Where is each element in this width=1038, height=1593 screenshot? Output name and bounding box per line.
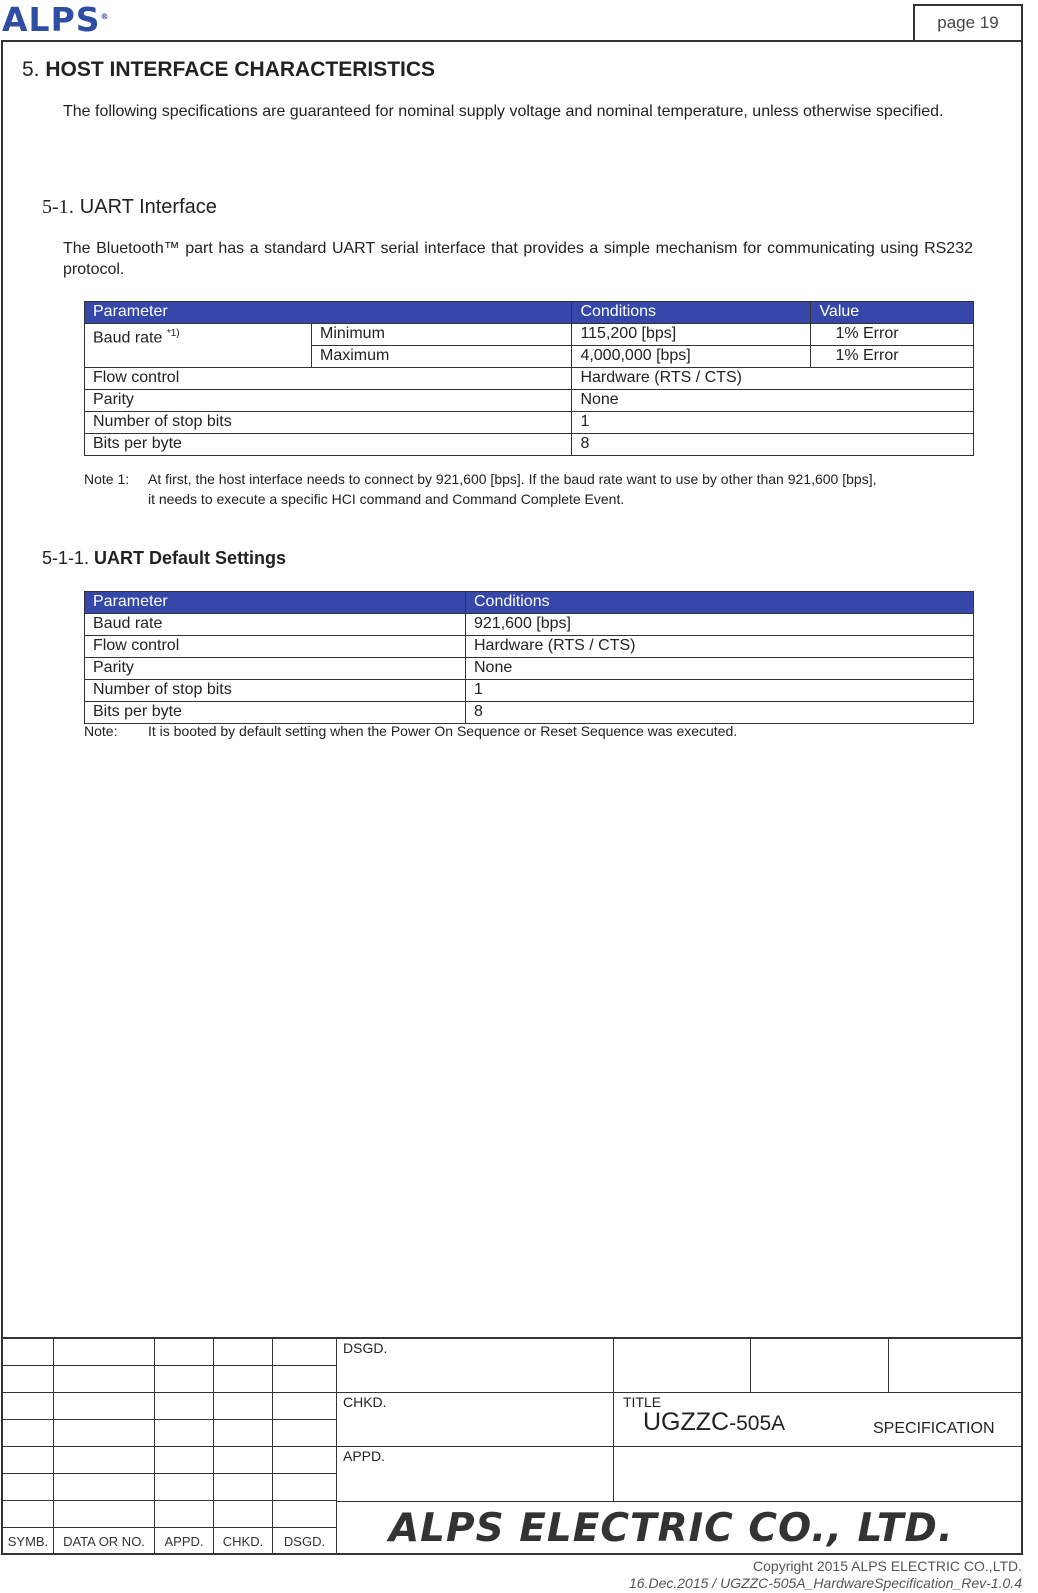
table-row: Maximum 4,000,000 [bps] 1% Error bbox=[85, 346, 974, 368]
col-appd: APPD. bbox=[155, 1528, 214, 1555]
spec-label: SPECIFICATION bbox=[873, 1420, 995, 1437]
section-intro: The following specifications are guaranteed for nominal supply voltage and nominal temperature, unless otherwise specified. bbox=[63, 103, 944, 120]
section-heading: 5. HOST INTERFACE CHARACTERISTICS bbox=[22, 58, 436, 81]
table-row: Number of stop bits 1 bbox=[85, 412, 974, 434]
defaults-heading: 5-1-1. UART Default Settings bbox=[42, 548, 287, 568]
defaults-table bbox=[84, 591, 974, 724]
table-row: Baud rate 921,600 [bps] bbox=[85, 614, 974, 636]
page-number: page 19 bbox=[913, 4, 1023, 40]
revision-grid bbox=[2, 1338, 337, 1555]
table-header-row: Parameter Conditions Value bbox=[85, 302, 974, 324]
table-row: Baud rate $^{*1)}$ Minimum 115,200 [bps] 1% Error bbox=[85, 324, 974, 346]
col-symb: SYMB. bbox=[3, 1528, 54, 1555]
title-label: TITLE bbox=[623, 1394, 662, 1410]
col-chkd: CHKD. bbox=[214, 1528, 273, 1555]
table-row: Bits per byte 8 bbox=[85, 434, 974, 456]
uart-table bbox=[84, 301, 974, 456]
table-header-row: Parameter Conditions bbox=[85, 592, 974, 614]
alps-logo: ALPS® bbox=[2, 0, 110, 39]
company-name: ALPS ELECTRIC CO., LTD. bbox=[389, 1506, 954, 1551]
table-row: Flow control Hardware (RTS / CTS) bbox=[85, 368, 974, 390]
copyright: Copyright 2015 ALPS ELECTRIC CO.,LTD. bbox=[753, 1558, 1022, 1574]
col-data: DATA OR NO. bbox=[54, 1528, 155, 1555]
defaults-note-label: Note: bbox=[84, 723, 118, 739]
appd-label: APPD. bbox=[343, 1448, 386, 1464]
table-row: Parity None bbox=[85, 390, 974, 412]
uart-heading: 5-1. UART Interface bbox=[42, 196, 217, 218]
table-row: Bits per byte 8 bbox=[85, 702, 974, 724]
uart-note-line1: At first, the host interface needs to connect by 921,600 [bps]. If the baud rate want to use by other than 921,600 [bps], bbox=[148, 471, 877, 487]
dsgd-label: DSGD. bbox=[343, 1340, 388, 1356]
uart-note-line2: it needs to execute a specific HCI command and Command Complete Event. bbox=[148, 491, 625, 507]
table-row: Number of stop bits 1 bbox=[85, 680, 974, 702]
defaults-note: It is booted by default setting when the Power On Sequence or Reset Sequence was executed. bbox=[148, 723, 738, 739]
uart-description: The Bluetooth™ part has a standard UART serial interface that provides a simple mechanism for communicating using RS232 protocol. bbox=[63, 240, 973, 278]
model-number: UGZZC-505A bbox=[643, 1408, 786, 1436]
table-row: Parity None bbox=[85, 658, 974, 680]
title-block bbox=[337, 1338, 1023, 1554]
col-dsgd: DSGD. bbox=[273, 1528, 337, 1555]
table-row: Flow control Hardware (RTS / CTS) bbox=[85, 636, 974, 658]
document-reference: 16.Dec.2015 / UGZZC-505A_HardwareSpecification_Rev-1.0.4 bbox=[629, 1575, 1022, 1591]
uart-note-label: Note 1: bbox=[84, 471, 130, 487]
chkd-label: CHKD. bbox=[343, 1394, 387, 1410]
